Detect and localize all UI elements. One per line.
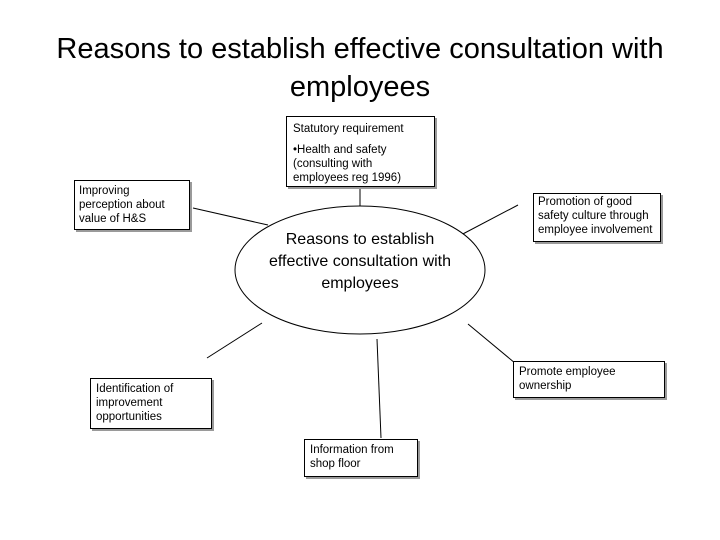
connector-improvement xyxy=(207,323,262,358)
shop-floor-box: Information from shop floor xyxy=(304,439,418,477)
improvement-box: Identification of improvement opportunities xyxy=(90,378,212,429)
ownership-box: Promote employee ownership xyxy=(513,361,665,398)
connector-shop-floor xyxy=(377,339,381,438)
culture-box: Promotion of good safety culture through employee involvement xyxy=(533,193,661,242)
connector-perception xyxy=(193,208,268,225)
perception-box: Improving perception about value of H&S xyxy=(74,180,190,230)
statutory-title: Statutory requirement xyxy=(293,123,404,135)
slide-title: Reasons to establish effective consultation with employees xyxy=(56,33,664,103)
connector-culture xyxy=(459,205,518,236)
statutory-detail: •Health and safety (consulting with employees reg 1996) xyxy=(293,144,402,184)
statutory-box xyxy=(286,116,435,187)
center-label: Reasons to establish effective consultation with employees xyxy=(268,231,452,292)
